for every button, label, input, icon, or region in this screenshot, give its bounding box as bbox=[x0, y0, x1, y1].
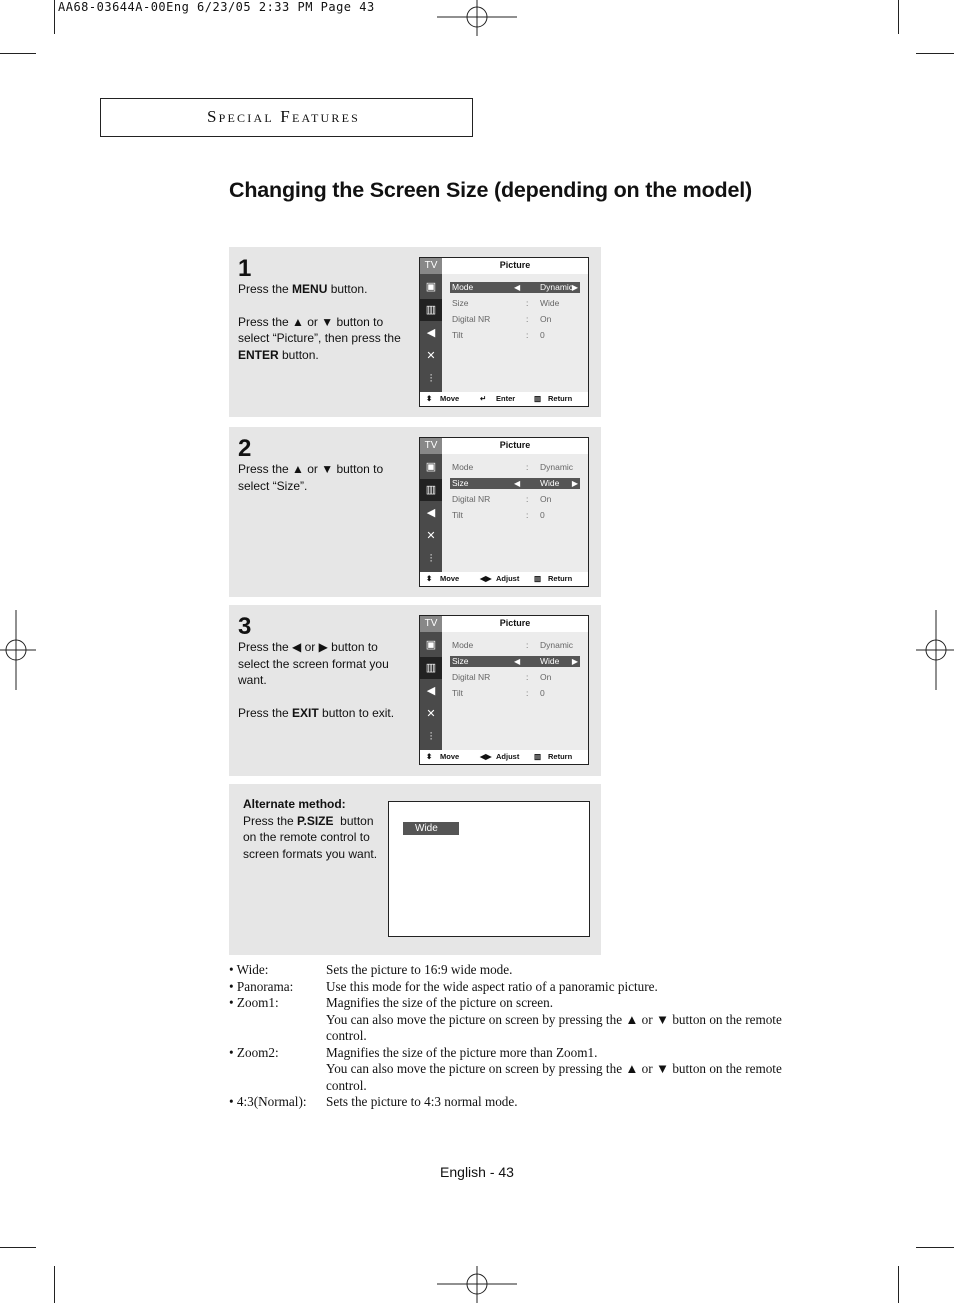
definition-item bbox=[229, 995, 799, 1045]
left-arrow-icon: ◀ bbox=[514, 479, 521, 488]
left-arrow-icon: ◀ bbox=[514, 657, 521, 666]
osd-row bbox=[450, 282, 580, 293]
osd-row-value: Wide bbox=[540, 656, 560, 666]
step-instructions: Press the ▲ or ▼ button to select “Size”. bbox=[238, 462, 384, 493]
sound-icon: ▥ bbox=[420, 657, 442, 679]
osd-footer bbox=[420, 392, 588, 406]
crop-mark bbox=[898, 0, 899, 34]
osd-footer-label: Move bbox=[440, 574, 460, 583]
osd-footer-label: Return bbox=[548, 752, 573, 761]
return-icon: ▥ bbox=[534, 752, 542, 761]
osd-row-colon: : bbox=[526, 510, 529, 520]
osd-row bbox=[450, 688, 580, 699]
setup-icon: ✕ bbox=[426, 708, 436, 720]
definition-description: Magnifies the size of the picture on screen. You can also move the picture on screen by pressing the ▲ or ▼ button on the remote control. bbox=[326, 995, 782, 1043]
section-label-box bbox=[100, 98, 473, 137]
leftright-arrow-icon: ◀▶ bbox=[480, 752, 492, 761]
osd-row bbox=[450, 494, 580, 505]
osd-footer-label: Return bbox=[548, 394, 573, 403]
osd-row-value: On bbox=[540, 494, 552, 504]
alternate-method-heading: Alternate method: bbox=[243, 797, 346, 811]
osd-row-colon: : bbox=[526, 330, 529, 340]
registration-mark bbox=[437, 0, 517, 36]
osd-title: Picture bbox=[499, 440, 531, 450]
leftright-arrow-icon: ◀▶ bbox=[480, 574, 492, 583]
crop-mark bbox=[54, 1266, 55, 1303]
osd-tv-label: TV bbox=[420, 616, 442, 632]
left-arrow-icon: ◀ bbox=[514, 283, 521, 292]
osd-row-label: Digital NR bbox=[452, 314, 491, 324]
picture-icon: ▣ bbox=[425, 639, 437, 651]
step-instructions: Press the MENU button. Press the ▲ or ▼ button to select “Picture”, then press the ENTER button. bbox=[238, 282, 401, 362]
osd-row-label: Digital NR bbox=[452, 672, 491, 682]
alternate-method-body: Press the P.SIZE button on the remote control to screen formats you want. bbox=[243, 813, 378, 861]
osd-row-colon: : bbox=[526, 672, 529, 682]
osd-tv-label: TV bbox=[420, 438, 442, 454]
definition-term: • 4:3(Normal): bbox=[229, 1094, 307, 1109]
osd-row-value: Wide bbox=[540, 478, 560, 488]
osd-row-label: Tilt bbox=[452, 688, 464, 698]
right-arrow-icon: ▶ bbox=[571, 283, 578, 292]
channel-icon: ◀ bbox=[426, 507, 436, 519]
osd-footer-label: Move bbox=[440, 394, 460, 403]
osd-row bbox=[450, 298, 580, 309]
right-arrow-icon: ▶ bbox=[571, 479, 578, 488]
input-icon: ⫶ bbox=[429, 731, 433, 743]
definition-term: • Panorama: bbox=[229, 978, 294, 994]
updown-arrow-icon: ⬍ bbox=[426, 752, 433, 761]
osd-sidebar bbox=[420, 258, 442, 406]
osd-row-label: Mode bbox=[452, 462, 474, 472]
crop-mark bbox=[0, 53, 36, 54]
osd-menu-screen bbox=[419, 257, 589, 407]
crop-mark bbox=[0, 1247, 36, 1248]
osd-row-value: 0 bbox=[540, 330, 545, 340]
step-panel-2 bbox=[229, 427, 601, 597]
osd-footer-label: Move bbox=[440, 752, 460, 761]
definition-description: Sets the picture to 4:3 normal mode. bbox=[326, 1094, 518, 1109]
osd-row-value: Dynamic bbox=[540, 462, 574, 472]
screen-size-badge: Wide bbox=[403, 822, 459, 835]
osd-row bbox=[450, 640, 580, 651]
definition-description: Use this mode for the wide aspect ratio of a panoramic picture. bbox=[326, 978, 658, 994]
osd-body bbox=[442, 632, 588, 750]
registration-mark bbox=[916, 610, 954, 690]
picture-icon: ▣ bbox=[425, 461, 437, 473]
osd-body bbox=[442, 274, 588, 392]
input-icon: ⫶ bbox=[429, 373, 433, 385]
definition-item bbox=[229, 1094, 799, 1111]
osd-row-value: Wide bbox=[540, 298, 560, 308]
definition-item bbox=[229, 979, 799, 996]
osd-row-value: Dynamic bbox=[540, 282, 574, 292]
definition-term: • Wide: bbox=[229, 962, 269, 977]
osd-row bbox=[450, 478, 580, 489]
sound-icon: ▥ bbox=[420, 479, 442, 501]
channel-icon: ◀ bbox=[426, 685, 436, 697]
osd-row-label: Digital NR bbox=[452, 494, 491, 504]
osd-tv-label: TV bbox=[420, 258, 442, 274]
osd-sidebar bbox=[420, 616, 442, 764]
definition-term: • Zoom1: bbox=[229, 995, 279, 1010]
alternate-method-text bbox=[243, 796, 383, 862]
osd-row-label: Tilt bbox=[452, 510, 464, 520]
osd-row-label: Size bbox=[452, 656, 469, 666]
osd-row-colon: : bbox=[526, 298, 529, 308]
setup-icon: ✕ bbox=[426, 350, 436, 362]
setup-icon: ✕ bbox=[426, 530, 436, 542]
osd-row-label: Mode bbox=[452, 640, 474, 650]
updown-arrow-icon: ⬍ bbox=[426, 394, 433, 403]
return-icon: ▥ bbox=[534, 574, 542, 583]
section-label: Special Features bbox=[207, 107, 361, 126]
page-title: Changing the Screen Size (depending on the model) bbox=[229, 178, 752, 202]
right-arrow-icon: ▶ bbox=[571, 657, 578, 666]
updown-arrow-icon: ⬍ bbox=[426, 574, 433, 583]
definition-description: Sets the picture to 16:9 wide mode. bbox=[326, 962, 513, 977]
osd-menu-screen bbox=[419, 615, 589, 765]
step-panel-1 bbox=[229, 247, 601, 417]
osd-row-label: Size bbox=[452, 298, 469, 308]
alternate-method-panel bbox=[229, 784, 601, 955]
osd-row-colon: : bbox=[526, 640, 529, 650]
definition-term: • Zoom2: bbox=[229, 1044, 279, 1060]
definition-item bbox=[229, 1045, 799, 1095]
osd-row-value: Dynamic bbox=[540, 640, 574, 650]
step-number: 1 bbox=[238, 255, 252, 282]
osd-sidebar bbox=[420, 438, 442, 586]
screen-size-definitions bbox=[229, 962, 799, 1111]
picture-icon: ▣ bbox=[425, 281, 437, 293]
definition-item bbox=[229, 962, 799, 979]
osd-row-label: Tilt bbox=[452, 330, 464, 340]
osd-title: Picture bbox=[499, 260, 531, 270]
crop-mark bbox=[54, 0, 55, 34]
osd-row bbox=[450, 510, 580, 521]
osd-row bbox=[450, 672, 580, 683]
step-panel-3 bbox=[229, 605, 601, 776]
osd-row-colon: : bbox=[526, 314, 529, 324]
osd-row bbox=[450, 462, 580, 473]
osd-row bbox=[450, 656, 580, 667]
osd-row bbox=[450, 330, 580, 341]
enter-icon: ↵ bbox=[480, 394, 487, 403]
osd-body bbox=[442, 454, 588, 572]
registration-mark bbox=[0, 610, 36, 690]
osd-row-value: 0 bbox=[540, 688, 545, 698]
osd-footer bbox=[420, 572, 588, 586]
crop-mark bbox=[898, 1266, 899, 1303]
input-icon: ⫶ bbox=[429, 553, 433, 565]
page-footer: English - 43 bbox=[440, 1164, 514, 1180]
osd-footer-label: Return bbox=[548, 574, 573, 583]
osd-row bbox=[450, 314, 580, 325]
registration-mark bbox=[437, 1266, 517, 1303]
osd-menu-screen bbox=[419, 437, 589, 587]
osd-row-colon: : bbox=[526, 688, 529, 698]
crop-mark bbox=[916, 53, 954, 54]
osd-row-colon: : bbox=[526, 494, 529, 504]
osd-row-label: Mode bbox=[452, 282, 474, 292]
osd-row-value: 0 bbox=[540, 510, 545, 520]
osd-footer bbox=[420, 750, 588, 764]
osd-row-value: On bbox=[540, 672, 552, 682]
tv-screen-preview bbox=[388, 801, 590, 937]
osd-footer-label: Adjust bbox=[496, 574, 520, 583]
channel-icon: ◀ bbox=[426, 327, 436, 339]
step-instructions: Press the ◀ or ▶ button to select the screen format you want. Press the EXIT button to exit. bbox=[238, 640, 395, 720]
osd-footer-label: Adjust bbox=[496, 752, 520, 761]
osd-row-colon: : bbox=[526, 462, 529, 472]
sound-icon: ▥ bbox=[420, 299, 442, 321]
osd-title: Picture bbox=[499, 618, 531, 628]
osd-row-value: On bbox=[540, 314, 552, 324]
crop-mark bbox=[916, 1247, 954, 1248]
step-number: 3 bbox=[238, 613, 252, 640]
return-icon: ▥ bbox=[534, 394, 542, 403]
print-slug: AA68-03644A-00Eng 6/23/05 2:33 PM Page 43 bbox=[58, 0, 375, 14]
definition-description: Magnifies the size of the picture more than Zoom1. You can also move the picture on screen by pressing the ▲ or ▼ button on the remote control. bbox=[326, 1044, 782, 1093]
osd-row-label: Size bbox=[452, 478, 469, 488]
osd-footer-label: Enter bbox=[496, 394, 516, 403]
step-number: 2 bbox=[238, 435, 252, 462]
